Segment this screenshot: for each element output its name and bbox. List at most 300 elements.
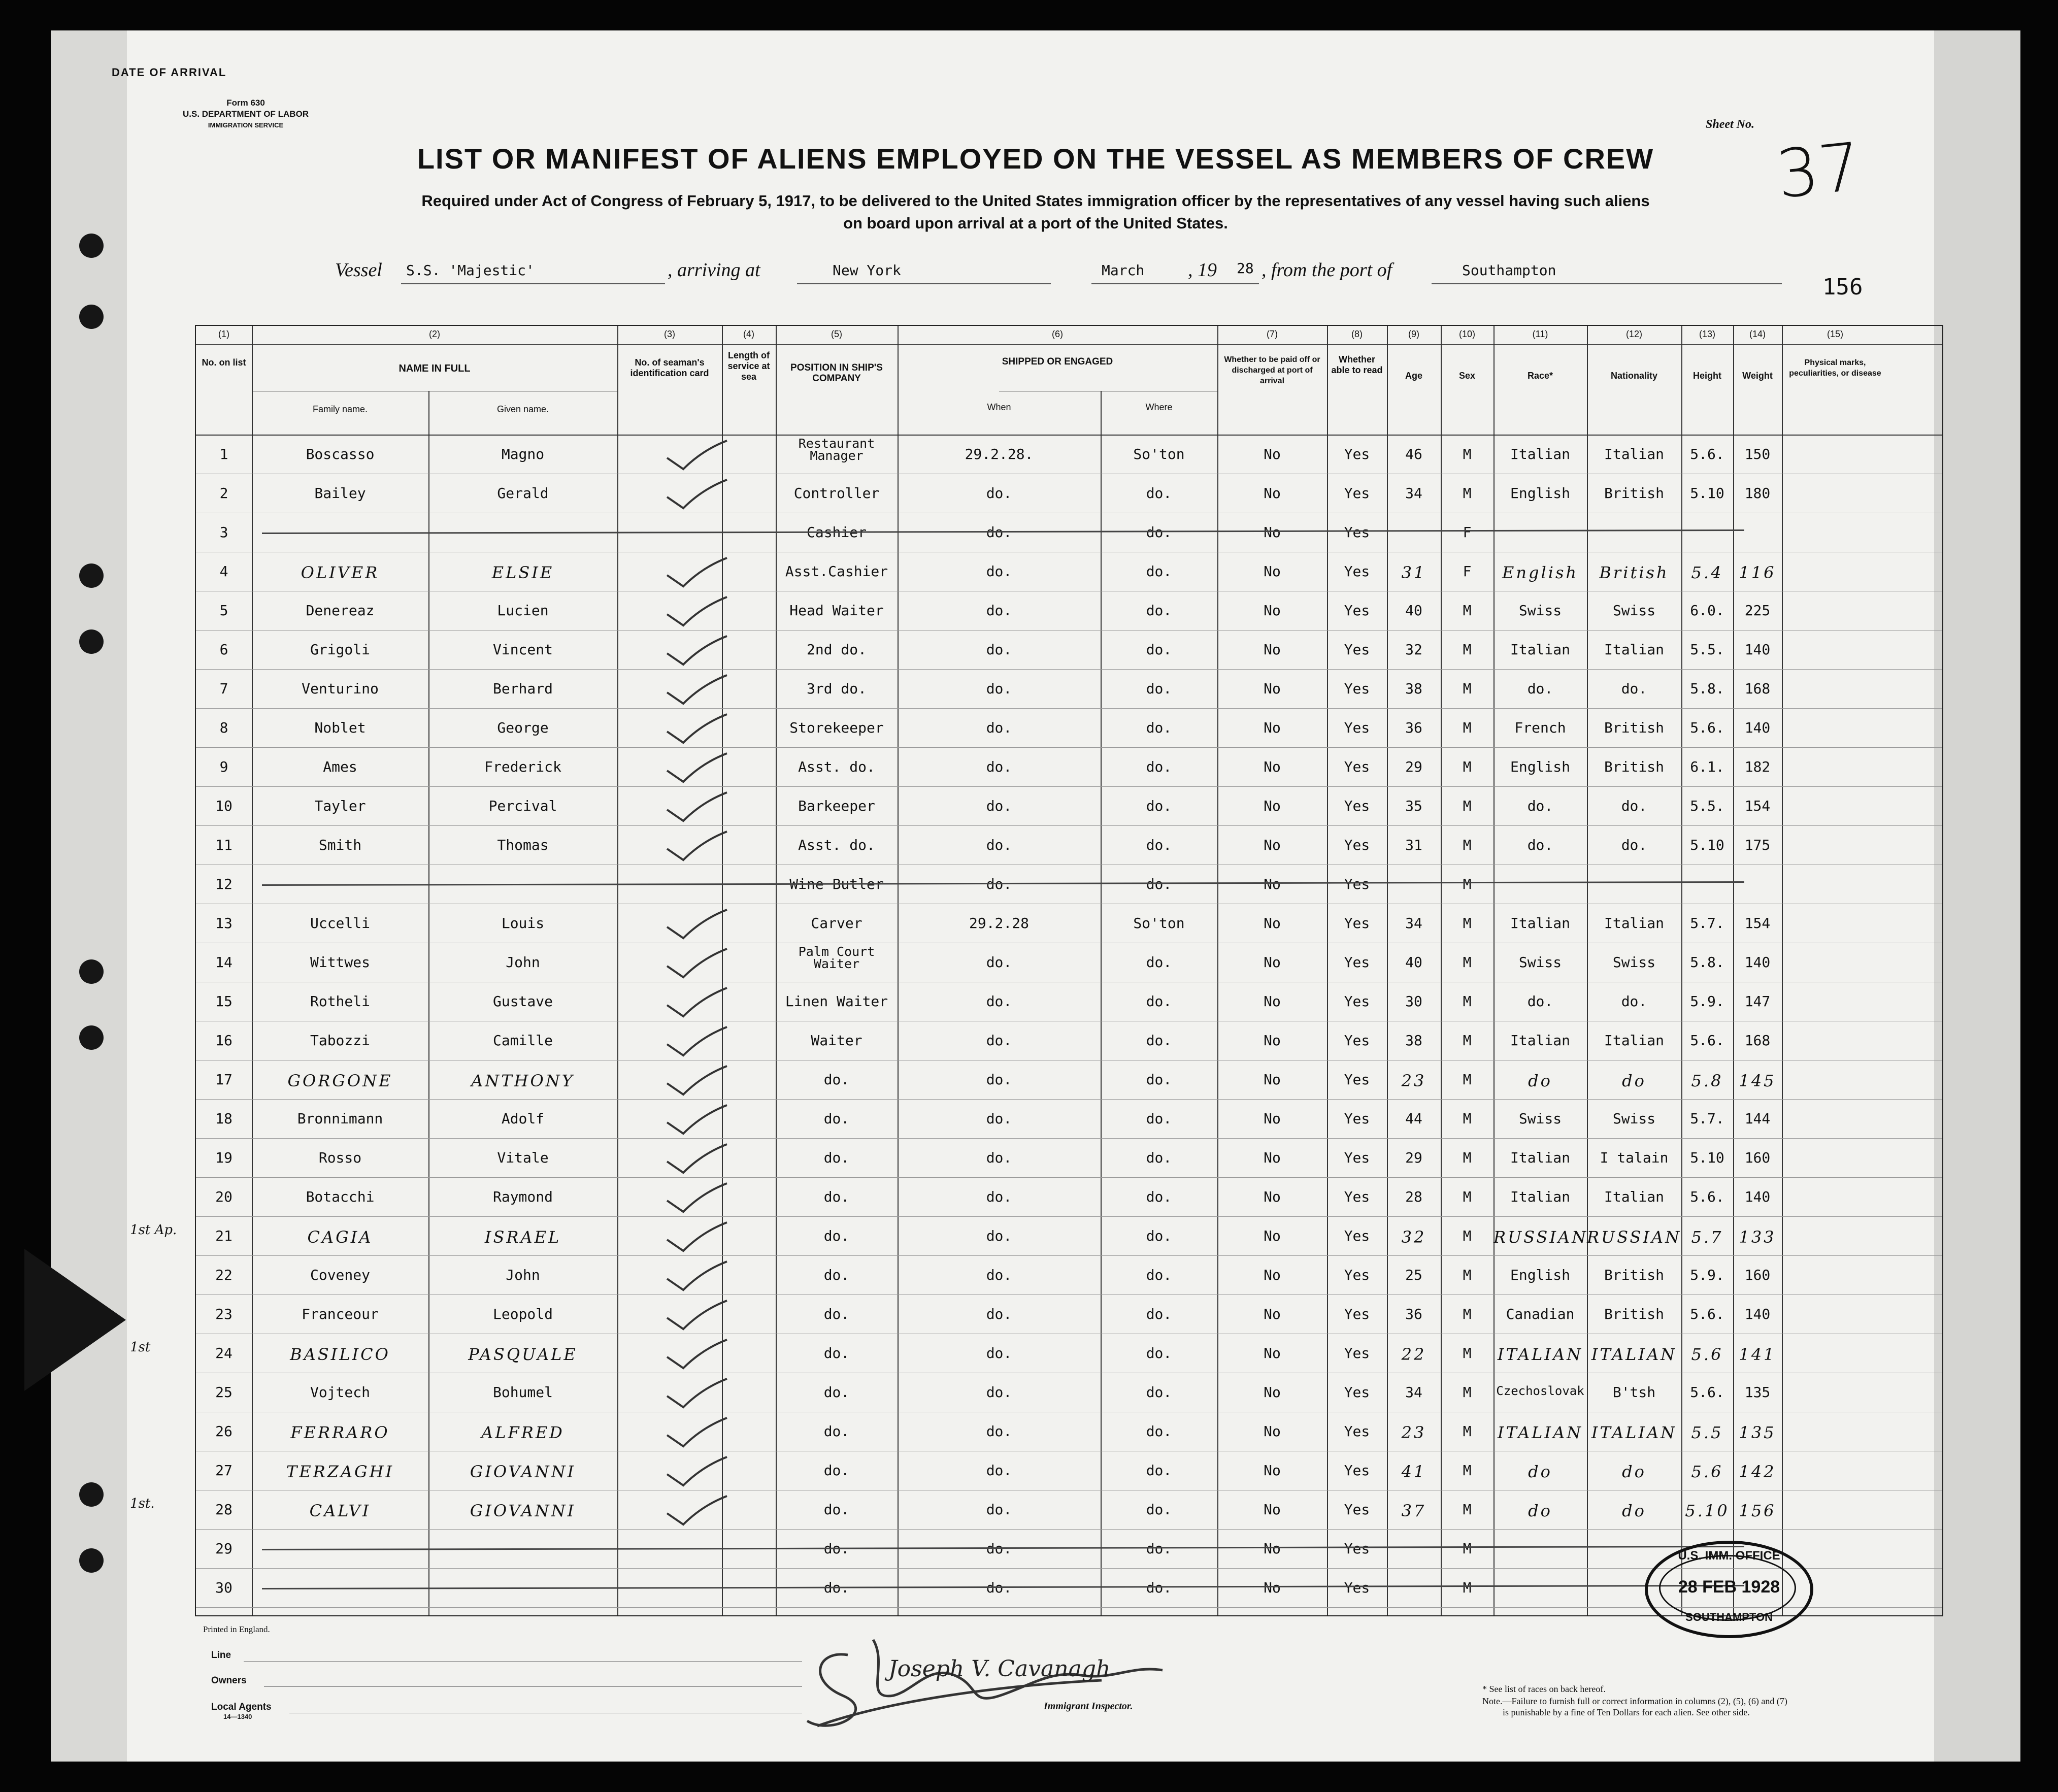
cell-nat: do.	[1621, 993, 1647, 1010]
cell-no: 8	[219, 719, 228, 736]
cell-sex: M	[1463, 1032, 1472, 1049]
form-department: U.S. DEPARTMENT OF LABOR	[183, 109, 309, 119]
cell-where: do.	[1146, 1267, 1172, 1283]
cell-position: do.	[823, 1345, 850, 1362]
cell-paid: No	[1264, 915, 1281, 932]
cell-weight: 145	[1739, 1071, 1776, 1090]
from-port-underline	[1432, 283, 1782, 284]
cell-sex: M	[1463, 954, 1472, 971]
cell-when: do.	[986, 1267, 1012, 1283]
cell-paid: No	[1264, 1032, 1281, 1049]
fine-note-2: is punishable by a fine of Ten Dollars for each alien. See other side.	[1503, 1707, 1750, 1717]
cell-nat: Italian	[1604, 1032, 1664, 1049]
check-mark-icon	[663, 1338, 724, 1368]
cell-where: do.	[1146, 680, 1172, 697]
cell-family: Vojtech	[310, 1384, 370, 1401]
cell-race: English	[1502, 563, 1578, 582]
head-physical-marks: Physical marks, peculiarities, or disease	[1789, 358, 1881, 378]
cell-family: Denereaz	[306, 602, 375, 619]
table-row	[196, 1138, 1942, 1177]
cell-when: 29.2.28.	[965, 446, 1034, 462]
cell-read: Yes	[1344, 1227, 1370, 1244]
cell-position: Restaurant Manager	[798, 436, 875, 463]
cell-weight: 140	[1744, 1188, 1771, 1205]
cell-height: 5.8.	[1690, 954, 1724, 971]
cell-read: Yes	[1344, 1384, 1370, 1401]
cell-position: 2nd do.	[806, 641, 867, 658]
cell-nat: Swiss	[1612, 954, 1656, 971]
check-mark-icon	[663, 1064, 724, 1094]
cell-paid: No	[1264, 798, 1281, 814]
from-port: Southampton	[1462, 262, 1556, 279]
cell-read: Yes	[1344, 680, 1370, 697]
cell-family: Bailey	[314, 485, 366, 502]
cell-paid: No	[1264, 1501, 1281, 1518]
cell-family: Tayler	[314, 798, 366, 814]
cell-paid: No	[1264, 563, 1281, 580]
cell-when: do.	[986, 1462, 1012, 1479]
cell-no: 23	[215, 1306, 233, 1322]
table-row	[196, 1021, 1942, 1060]
cell-given: ISRAEL	[484, 1227, 561, 1247]
binder-hole	[79, 1548, 104, 1573]
check-mark-icon	[663, 751, 724, 782]
cell-age: 30	[1405, 993, 1422, 1010]
cell-position: do.	[823, 1110, 850, 1127]
date-underline	[1091, 283, 1259, 284]
cell-where: do.	[1146, 1110, 1172, 1127]
cell-where: do.	[1146, 719, 1172, 736]
cell-position: Cashier	[806, 524, 867, 541]
cell-sex: M	[1463, 1384, 1472, 1401]
cell-sex: M	[1463, 1501, 1472, 1518]
head-nationality: Nationality	[1610, 371, 1657, 381]
cell-when: do.	[986, 1540, 1012, 1557]
table-row	[196, 1334, 1942, 1373]
cell-sex: M	[1463, 1423, 1472, 1440]
table-row	[196, 630, 1942, 669]
header-divider	[196, 344, 1942, 345]
cell-race: French	[1514, 719, 1566, 736]
form-number: Form 630	[226, 98, 265, 108]
table-row	[196, 1295, 1942, 1334]
cell-family: Franceour	[302, 1306, 379, 1322]
cell-paid: No	[1264, 1423, 1281, 1440]
head-length-service: Length of service at sea	[727, 350, 770, 382]
cell-race: ITALIAN	[1497, 1423, 1583, 1442]
head-height: Height	[1693, 371, 1721, 381]
check-mark-icon	[663, 908, 724, 938]
cell-weight: 140	[1744, 719, 1771, 736]
cell-where: do.	[1146, 876, 1172, 892]
arrival-year: 28	[1237, 260, 1254, 277]
cell-read: Yes	[1344, 1345, 1370, 1362]
cell-when: do.	[986, 1345, 1012, 1362]
cell-paid: No	[1264, 876, 1281, 892]
cell-no: 6	[219, 641, 228, 658]
check-mark-icon	[663, 556, 724, 586]
cell-nat: B'tsh	[1612, 1384, 1656, 1401]
cell-paid: No	[1264, 680, 1281, 697]
voyage-code: 156	[1822, 274, 1863, 300]
binder-hole	[79, 1482, 104, 1507]
cell-family: Venturino	[302, 680, 379, 697]
col-num-4: (4)	[743, 329, 754, 339]
binder-hole	[79, 1025, 104, 1050]
cell-where: do.	[1146, 1188, 1172, 1205]
cell-race: Czechoslovak	[1496, 1384, 1584, 1398]
cell-height: 5.6.	[1690, 1032, 1724, 1049]
manifest-subtitle-2: on board upon arrival at a port of the United States.	[843, 214, 1228, 232]
cell-when: do.	[986, 1579, 1012, 1596]
cell-height: 5.6.	[1690, 1384, 1724, 1401]
cell-height: 5.7.	[1690, 1110, 1724, 1127]
cell-height: 5.9.	[1690, 993, 1724, 1010]
cell-no: 13	[215, 915, 233, 932]
cell-position: Linen Waiter	[785, 993, 888, 1010]
cell-no: 14	[215, 954, 233, 971]
cell-given: Vincent	[492, 641, 553, 658]
table-row	[196, 435, 1942, 474]
cell-no: 25	[215, 1384, 233, 1401]
cell-nat: do.	[1621, 680, 1647, 697]
cell-given: John	[506, 1267, 540, 1283]
cell-when: do.	[986, 758, 1012, 775]
cell-paid: No	[1264, 602, 1281, 619]
cell-family: Tabozzi	[310, 1032, 370, 1049]
check-mark-icon	[663, 1220, 724, 1251]
cell-position: Palm Court Waiter	[798, 944, 875, 971]
cell-sex: F	[1463, 524, 1472, 541]
cell-sex: M	[1463, 1462, 1472, 1479]
cell-read: Yes	[1344, 1306, 1370, 1322]
cell-weight: 182	[1744, 758, 1771, 775]
cell-height: 5.7.	[1690, 915, 1724, 932]
cell-where: do.	[1146, 798, 1172, 814]
cell-no: 11	[215, 837, 233, 853]
cell-sex: M	[1463, 485, 1472, 502]
cell-paid: No	[1264, 1110, 1281, 1127]
cell-given: PASQUALE	[468, 1345, 578, 1364]
cell-sex: M	[1463, 680, 1472, 697]
col-num-8: (8)	[1351, 329, 1363, 339]
cell-when: do.	[986, 993, 1012, 1010]
head-able-to-read: Whether able to read	[1331, 354, 1383, 375]
margin-note: 1st	[130, 1340, 151, 1355]
binder-hole	[79, 305, 104, 329]
subhead-family-name: Family name.	[312, 404, 368, 414]
cell-given: Louis	[501, 915, 545, 932]
cell-age: 41	[1401, 1462, 1426, 1481]
cell-weight: 140	[1744, 641, 1771, 658]
binder-hole	[79, 234, 104, 258]
cell-height: 5.5.	[1690, 641, 1724, 658]
cell-position: do.	[823, 1579, 850, 1596]
check-mark-icon	[663, 947, 724, 977]
col-num-12: (12)	[1625, 329, 1642, 339]
check-mark-icon	[663, 1299, 724, 1329]
check-mark-icon	[663, 986, 724, 1016]
check-mark-icon	[663, 829, 724, 860]
cell-when: do.	[986, 876, 1012, 892]
cell-sex: M	[1463, 876, 1472, 892]
cell-sex: M	[1463, 719, 1472, 736]
cell-race: Italian	[1510, 446, 1570, 462]
footer-line-rule	[244, 1661, 802, 1662]
cell-where: do.	[1146, 1579, 1172, 1596]
cell-where: do.	[1146, 1501, 1172, 1518]
cell-age: 32	[1401, 1227, 1426, 1247]
cell-no: 12	[215, 876, 233, 892]
cell-weight: 175	[1744, 837, 1771, 853]
cell-weight: 142	[1739, 1462, 1776, 1481]
cell-race: Swiss	[1518, 1110, 1562, 1127]
cell-race: ITALIAN	[1497, 1345, 1583, 1364]
cell-sex: M	[1463, 1110, 1472, 1127]
table-row	[196, 1177, 1942, 1216]
cell-age: 38	[1405, 1032, 1422, 1049]
cell-no: 18	[215, 1110, 233, 1127]
cell-when: do.	[986, 1384, 1012, 1401]
cell-nat: British	[1604, 758, 1664, 775]
cell-height: 5.7	[1691, 1227, 1723, 1247]
races-note: * See list of races on back hereof.	[1482, 1684, 1606, 1694]
cell-when: do.	[986, 485, 1012, 502]
cell-paid: No	[1264, 446, 1281, 462]
cell-height: 5.6.	[1690, 1306, 1724, 1322]
cell-family: Rosso	[318, 1149, 362, 1166]
cell-where: do.	[1146, 1345, 1172, 1362]
cell-when: do.	[986, 837, 1012, 853]
cell-age: 37	[1401, 1501, 1426, 1520]
cell-height: 5.6.	[1690, 719, 1724, 736]
cell-height: 5.10	[1690, 485, 1724, 502]
cell-position: do.	[823, 1149, 850, 1166]
table-row	[196, 1412, 1942, 1451]
cell-family: FERRARO	[290, 1423, 390, 1442]
cell-given: Bohumel	[492, 1384, 553, 1401]
cell-age: 34	[1405, 915, 1422, 932]
fine-note-1: Note.—Failure to furnish full or correct information in columns (2), (5), (6) and (7)	[1482, 1696, 1787, 1706]
cell-given: ELSIE	[491, 563, 554, 582]
cell-when: do.	[986, 524, 1012, 541]
cell-sex: M	[1463, 1071, 1472, 1088]
col-num-13: (13)	[1699, 329, 1715, 339]
cell-age: 29	[1405, 758, 1422, 775]
cell-no: 30	[215, 1579, 233, 1596]
cell-when: do.	[986, 1306, 1012, 1322]
cell-nat: British	[1604, 485, 1664, 502]
table-row	[196, 1490, 1942, 1529]
from-port-label: , from the port of	[1262, 259, 1392, 281]
cell-paid: No	[1264, 758, 1281, 775]
cell-nat: do	[1622, 1462, 1646, 1481]
year-prefix: , 19	[1188, 259, 1217, 281]
cell-where: do.	[1146, 1423, 1172, 1440]
cell-sex: M	[1463, 1188, 1472, 1205]
cell-no: 27	[215, 1462, 233, 1479]
cell-race: do.	[1527, 837, 1553, 853]
table-row	[196, 747, 1942, 786]
cell-paid: No	[1264, 1071, 1281, 1088]
cell-weight: 147	[1744, 993, 1771, 1010]
manifest-title: LIST OR MANIFEST OF ALIENS EMPLOYED ON THE VESSEL AS MEMBERS OF CREW	[417, 143, 1654, 175]
cell-nat: Italian	[1604, 446, 1664, 462]
cell-when: do.	[986, 1188, 1012, 1205]
table-row	[196, 1451, 1942, 1490]
head-shipped-engaged: SHIPPED OR ENGAGED	[1002, 356, 1113, 367]
cell-weight: 133	[1739, 1227, 1776, 1247]
check-mark-icon	[663, 1181, 724, 1212]
cell-where: do.	[1146, 1149, 1172, 1166]
cell-where: do.	[1146, 602, 1172, 619]
arriving-port: New York	[833, 262, 901, 279]
cell-no: 19	[215, 1149, 233, 1166]
cell-nat: British	[1604, 1306, 1664, 1322]
check-mark-icon	[663, 439, 724, 469]
cell-nat: Italian	[1604, 641, 1664, 658]
cell-sex: M	[1463, 1540, 1472, 1557]
cell-age: 34	[1405, 1384, 1422, 1401]
cell-no: 28	[215, 1501, 233, 1518]
cell-weight: 168	[1744, 680, 1771, 697]
footer-form-code: 14—1340	[223, 1713, 252, 1720]
cell-height: 6.0.	[1690, 602, 1724, 619]
cell-nat: do	[1622, 1071, 1646, 1090]
cell-no: 20	[215, 1188, 233, 1205]
vessel-name: S.S. 'Majestic'	[406, 262, 535, 279]
cell-weight: 141	[1739, 1345, 1776, 1364]
cell-paid: No	[1264, 954, 1281, 971]
cell-when: do.	[986, 1071, 1012, 1088]
cell-age: 36	[1405, 719, 1422, 736]
table-row	[196, 825, 1942, 865]
cell-nat: Italian	[1604, 1188, 1664, 1205]
arriving-underline	[797, 283, 1051, 284]
cell-race: Swiss	[1518, 602, 1562, 619]
cell-family: Rotheli	[310, 993, 370, 1010]
cell-nat: I talain	[1600, 1149, 1669, 1166]
cell-age: 36	[1405, 1306, 1422, 1322]
cell-position: do.	[823, 1267, 850, 1283]
cell-nat: Swiss	[1612, 602, 1656, 619]
head-position: POSITION IN SHIP'S COMPANY	[790, 362, 883, 384]
cell-no: 1	[219, 446, 228, 462]
cell-race: do	[1528, 1501, 1552, 1520]
cell-read: Yes	[1344, 954, 1370, 971]
footer-owners-label: Owners	[211, 1675, 247, 1686]
cell-sex: M	[1463, 1345, 1472, 1362]
cell-read: Yes	[1344, 1462, 1370, 1479]
cell-family: GORGONE	[287, 1071, 393, 1090]
cell-position: Asst. do.	[798, 758, 875, 775]
cell-sex: M	[1463, 641, 1472, 658]
cell-age: 32	[1405, 641, 1422, 658]
cell-weight: 140	[1744, 954, 1771, 971]
cell-sex: M	[1463, 758, 1472, 775]
cell-sex: M	[1463, 1306, 1472, 1322]
cell-race: Italian	[1510, 641, 1570, 658]
cell-paid: No	[1264, 485, 1281, 502]
cell-when: do.	[986, 641, 1012, 658]
cell-position: do.	[823, 1423, 850, 1440]
table-row	[196, 943, 1942, 982]
cell-family: CALVI	[309, 1501, 371, 1520]
cell-where: do.	[1146, 1032, 1172, 1049]
cell-sex: M	[1463, 1267, 1472, 1283]
cell-no: 9	[219, 758, 228, 775]
head-paid-off: Whether to be paid off or discharged at port of arrival	[1224, 355, 1320, 385]
cell-when: do.	[986, 602, 1012, 619]
cell-height: 5.9.	[1690, 1267, 1724, 1283]
cell-where: do.	[1146, 1071, 1172, 1088]
cell-given: John	[506, 954, 540, 971]
cell-race: Italian	[1510, 915, 1570, 932]
cell-family: CAGIA	[307, 1227, 373, 1247]
cell-given: Raymond	[492, 1188, 553, 1205]
cell-read: Yes	[1344, 524, 1370, 541]
cell-where: do.	[1146, 641, 1172, 658]
table-row	[196, 513, 1942, 552]
cell-position: do.	[823, 1540, 850, 1557]
table-row	[196, 1373, 1942, 1412]
cell-paid: No	[1264, 641, 1281, 658]
table-row	[196, 552, 1942, 591]
cell-when: do.	[986, 798, 1012, 814]
head-age: Age	[1405, 371, 1422, 381]
cell-sex: M	[1463, 915, 1472, 932]
cell-when: do.	[986, 1501, 1012, 1518]
cell-height: 5.6	[1691, 1345, 1723, 1364]
cell-when: do.	[986, 719, 1012, 736]
cell-position: Head Waiter	[789, 602, 884, 619]
cell-position: Asst. do.	[798, 837, 875, 853]
binding-shadow	[24, 1249, 126, 1391]
cell-nat: do.	[1621, 798, 1647, 814]
cell-given: Gustave	[492, 993, 553, 1010]
cell-age: 23	[1401, 1423, 1426, 1442]
cell-family: Wittwes	[310, 954, 370, 971]
cell-sex: M	[1463, 1149, 1472, 1166]
cell-position: Carver	[811, 915, 862, 932]
cell-where: do.	[1146, 993, 1172, 1010]
cell-paid: No	[1264, 1462, 1281, 1479]
cell-sex: M	[1463, 446, 1472, 462]
cell-read: Yes	[1344, 758, 1370, 775]
cell-age: 40	[1405, 954, 1422, 971]
cell-position: Controller	[793, 485, 880, 502]
head-no-on-list: No. on list	[202, 357, 246, 368]
cell-given: Lucien	[497, 602, 549, 619]
col-num-5: (5)	[831, 329, 842, 339]
cell-read: Yes	[1344, 915, 1370, 932]
cell-paid: No	[1264, 1188, 1281, 1205]
cell-position: Barkeeper	[798, 798, 875, 814]
cell-age: 22	[1401, 1345, 1426, 1364]
cell-paid: No	[1264, 524, 1281, 541]
check-mark-icon	[663, 1416, 724, 1446]
cell-race: do	[1528, 1071, 1552, 1090]
col-num-1: (1)	[218, 329, 229, 339]
margin-note: 1st.	[130, 1496, 155, 1511]
cell-read: Yes	[1344, 837, 1370, 853]
cell-given: Gerald	[497, 485, 549, 502]
cell-read: Yes	[1344, 602, 1370, 619]
cell-weight: 225	[1744, 602, 1771, 619]
cell-read: Yes	[1344, 1540, 1370, 1557]
cell-weight: 160	[1744, 1267, 1771, 1283]
cell-read: Yes	[1344, 1423, 1370, 1440]
